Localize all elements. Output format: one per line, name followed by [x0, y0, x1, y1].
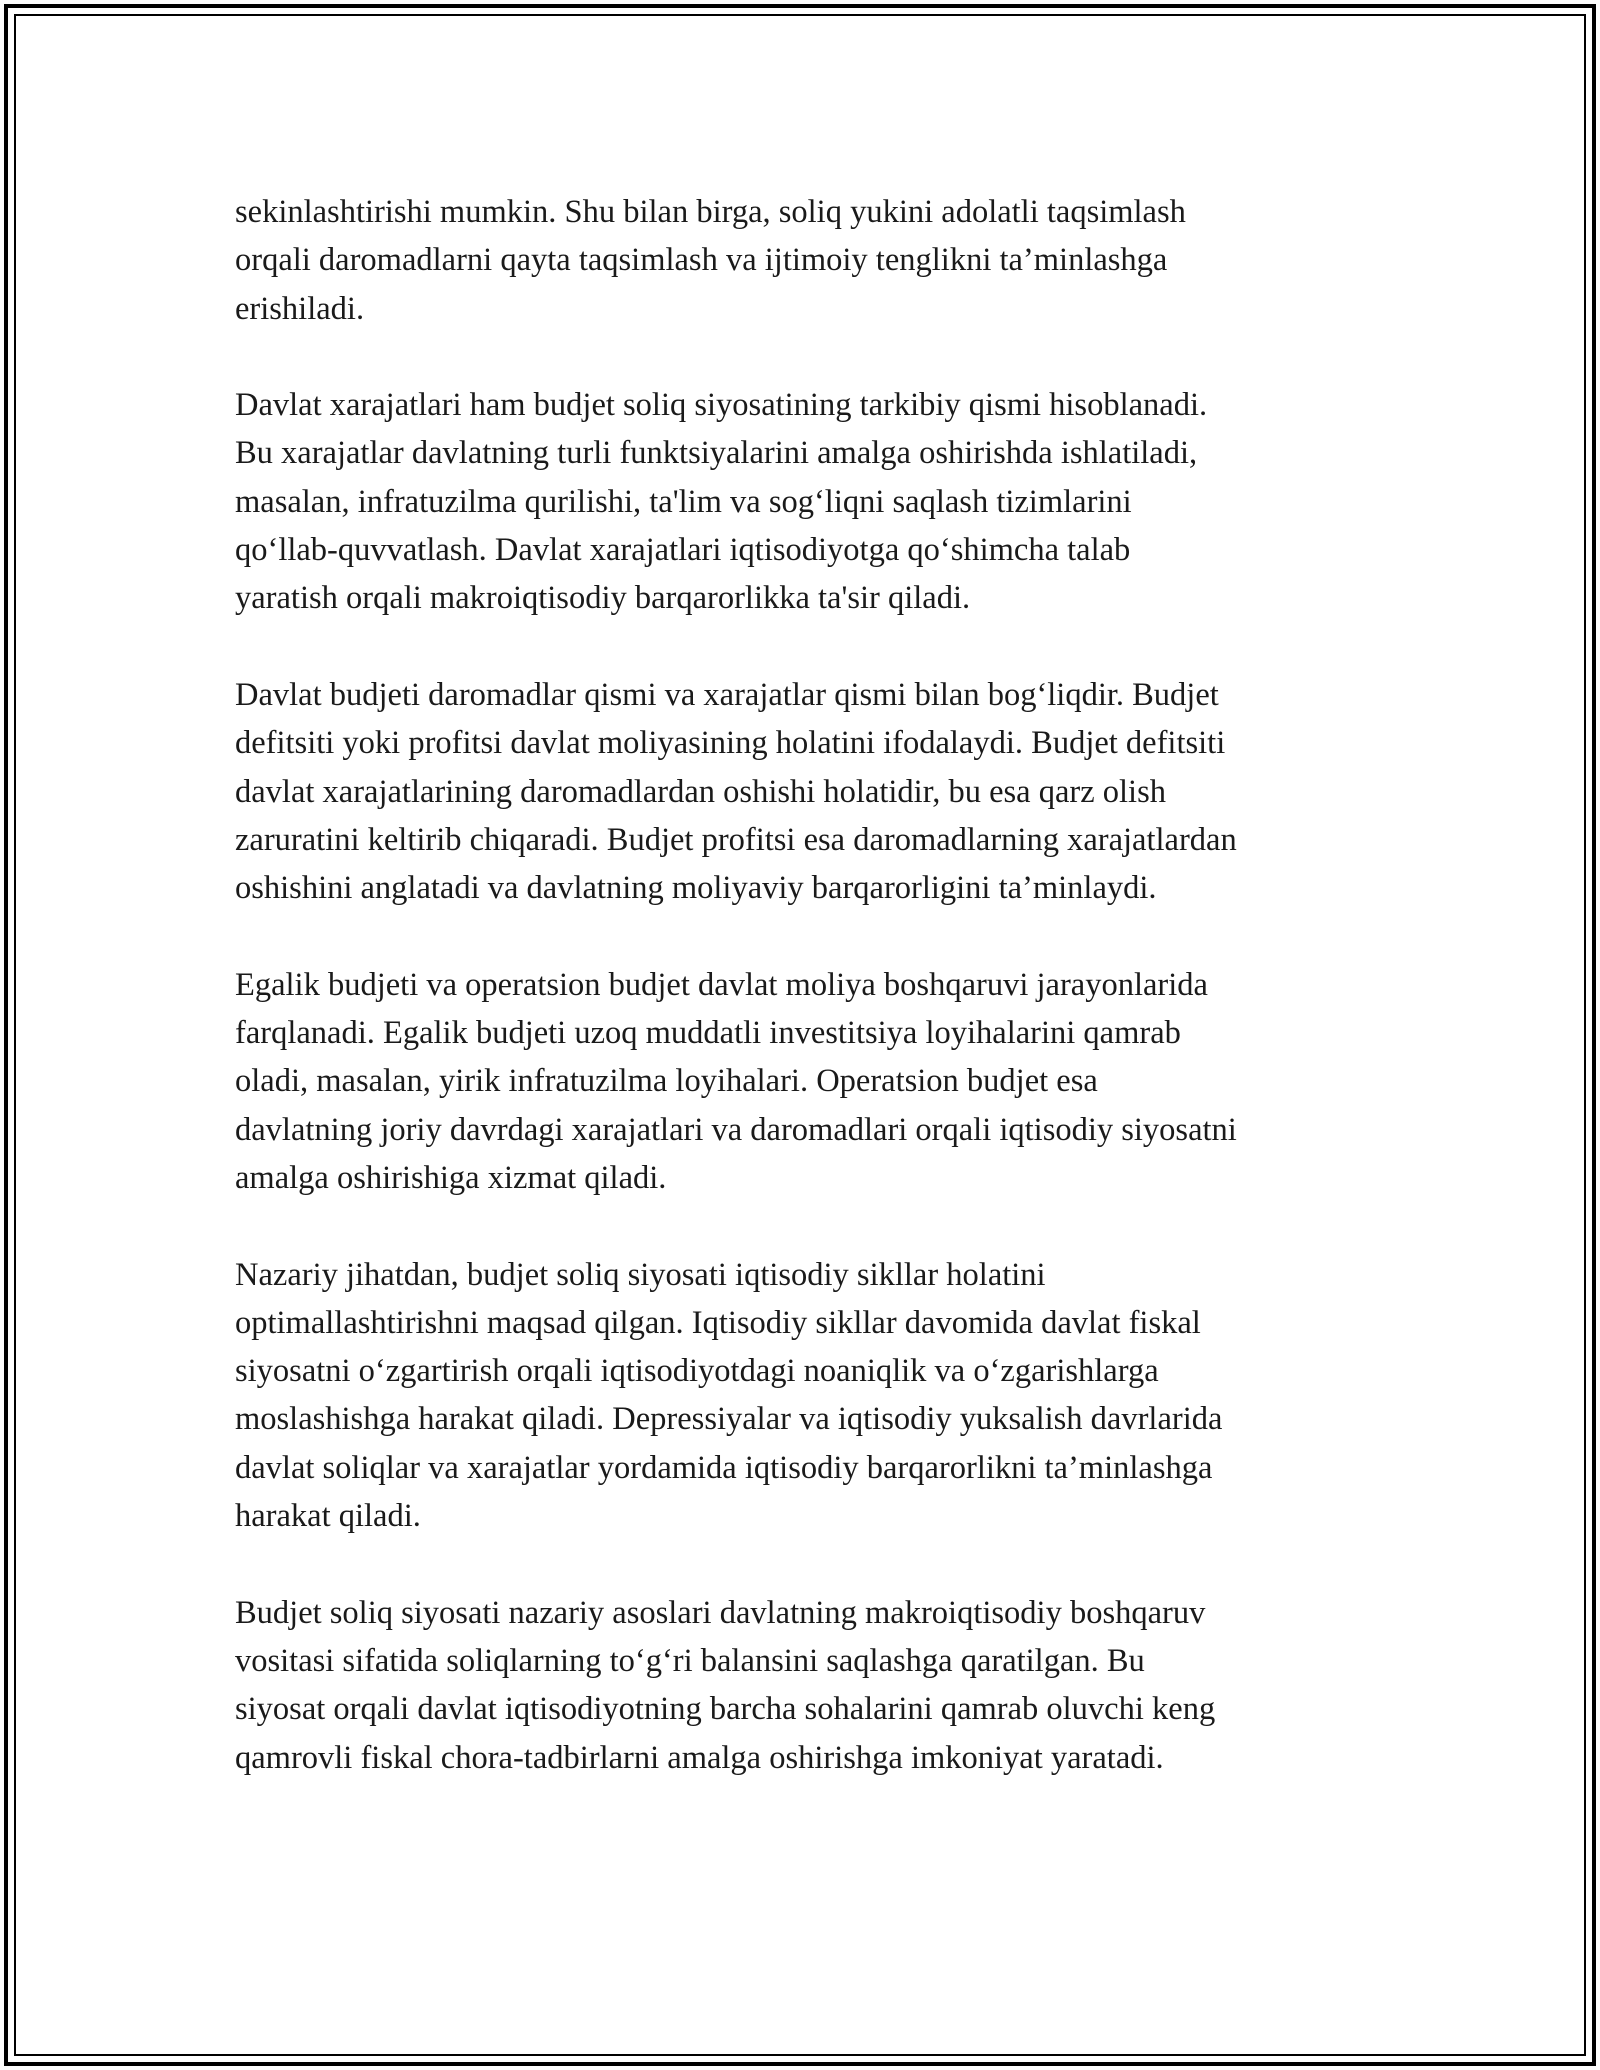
text-line: amalga oshirishiga xizmat qiladi. — [235, 1159, 667, 1196]
text-line: defitsiti yoki profitsi davlat moliyasining holatini ifodalaydi. Budjet defitsiti — [235, 725, 1226, 762]
text-line: Budjet soliq siyosati nazariy asoslari davlatning makroiqtisodiy boshqaruv — [235, 1594, 1206, 1631]
document-body — [235, 188, 1385, 1782]
text-line: vositasi sifatida soliqlarning to‘g‘ri balansini saqlashga qaratilgan. Bu — [235, 1642, 1145, 1679]
text-line: zaruratini keltirib chiqaradi. Budjet profitsi esa daromadlarning xarajatlardan — [235, 821, 1237, 858]
text-line: siyosat orqali davlat iqtisodiyotning barcha sohalarini qamrab oluvchi keng — [235, 1691, 1216, 1728]
text-line: farqlanadi. Egalik budjeti uzoq muddatli investitsiya loyihalarini qamrab — [235, 1015, 1181, 1052]
text-line: davlatning joriy davrdagi xarajatlari va daromadlari orqali iqtisodiy siyosatni — [235, 1111, 1237, 1148]
text-line: sekinlashtirishi mumkin. Shu bilan birga, soliq yukini adolatli taqsimlash — [235, 194, 1186, 230]
text-line: Davlat budjeti daromadlar qismi va xarajatlar qismi bilan bog‘liqdir. Budjet — [235, 676, 1219, 713]
text-line: masalan, infratuzilma qurilishi, ta'lim va sog‘liqni saqlash tizimlarini — [235, 483, 1132, 520]
text-line: qamrovli fiskal chora-tadbirlarni amalga oshirishga imkoniyat yaratadi. — [235, 1739, 1164, 1776]
text-line: erishiladi. — [235, 290, 365, 327]
paragraph-4 — [235, 961, 1385, 1202]
text-line: qo‘llab-quvvatlash. Davlat xarajatlari iqtisodiyotga qo‘shimcha talab — [235, 532, 1131, 569]
text-line: orqali daromadlarni qayta taqsimlash va ijtimoiy tenglikni ta’minlashga — [235, 242, 1168, 279]
paragraph-5 — [235, 1251, 1385, 1541]
paragraph-3 — [235, 671, 1385, 912]
text-line: oladi, masalan, yirik infratuzilma loyihalari. Operatsion budjet esa — [235, 1063, 1098, 1100]
text-line: Egalik budjeti va operatsion budjet davlat moliya boshqaruvi jarayonlarida — [235, 966, 1208, 1003]
text-line: davlat soliqlar va xarajatlar yordamida iqtisodiy barqarorlikni ta’minlashga — [235, 1449, 1213, 1486]
text-line: Davlat xarajatlari ham budjet soliq siyosatining tarkibiy qismi hisoblanadi. — [235, 387, 1208, 424]
paragraph-2 — [235, 381, 1385, 622]
text-line: Bu xarajatlar davlatning turli funktsiyalarini amalga oshirishda ishlatiladi, — [235, 435, 1198, 472]
text-line: siyosatni o‘zgartirish orqali iqtisodiyotdagi noaniqlik va o‘zgarishlarga — [235, 1353, 1159, 1390]
text-line: yaratish orqali makroiqtisodiy barqarorlikka ta'sir qiladi. — [235, 580, 971, 617]
text-line: harakat qiladi. — [235, 1498, 421, 1535]
text-line: moslashishga harakat qiladi. Depressiyalar va iqtisodiy yuksalish davrlarida — [235, 1401, 1223, 1438]
paragraph-1 — [235, 188, 1385, 333]
text-line: davlat xarajatlarining daromadlardan oshishi holatidir, bu esa qarz olish — [235, 773, 1166, 810]
text-line: optimallashtirishni maqsad qilgan. Iqtisodiy sikllar davomida davlat fiskal — [235, 1304, 1201, 1341]
text-line: oshishini anglatadi va davlatning moliyaviy barqarorligini ta’minlaydi. — [235, 870, 1157, 907]
paragraph-6 — [235, 1589, 1385, 1782]
text-line: Nazariy jihatdan, budjet soliq siyosati iqtisodiy sikllar holatini — [235, 1256, 1046, 1293]
